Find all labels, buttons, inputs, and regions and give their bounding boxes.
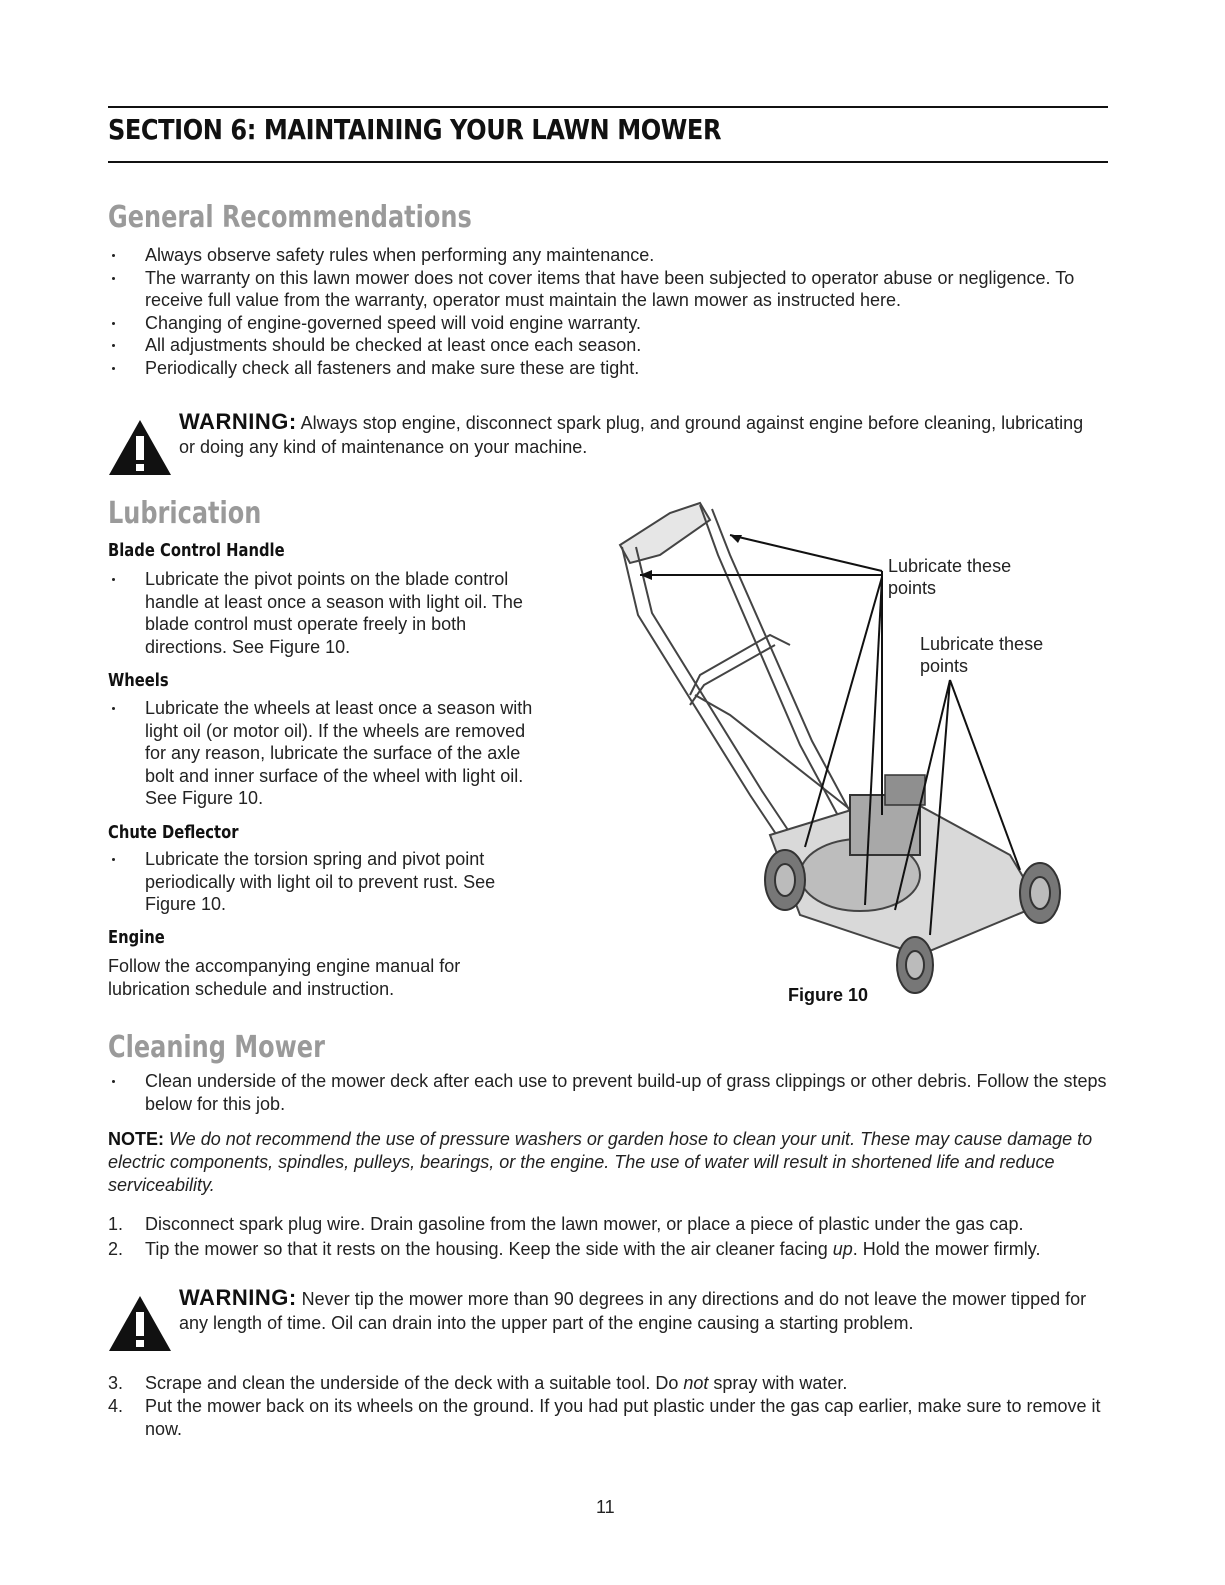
- list-item: Lubricate the pivot points on the blade control handle at least once a season with light oil. The blade control must operate freely in both directions. See Figure 10.: [108, 568, 553, 658]
- general-bullet-list: [108, 244, 1108, 379]
- cleaning-steps-b: [108, 1372, 1108, 1441]
- step-number: 2.: [108, 1239, 124, 1259]
- general-heading: General Recommendations: [108, 200, 472, 235]
- figure-caption: Figure 10: [788, 985, 869, 1005]
- top-rule: [108, 106, 1108, 108]
- title-underline: [108, 161, 1108, 163]
- list-item: Lubricate the wheels at least once a season with light oil (or motor oil). If the wheels are removed for any reason, lubricate the surface of the axle bolt and inner surface of the wheel with light oil. See Figure 10.: [108, 697, 538, 810]
- lubrication-heading: Lubrication: [108, 496, 262, 531]
- blade-control-title: Blade Control Handle: [108, 540, 285, 561]
- warning-label: WARNING:: [179, 1285, 297, 1310]
- step-text: Scrape and clean the underside of the deck with a suitable tool. Do: [145, 1373, 684, 1393]
- list-item: Periodically check all fasteners and make sure these are tight.: [108, 357, 1108, 380]
- callout-label-top: Lubricate these points: [888, 556, 1012, 598]
- step-text-end: spray with water.: [708, 1373, 848, 1393]
- warning-body: Always stop engine, disconnect spark plug, and ground against engine before cleaning, lubricating or doing any kind of maintenance on your machine.: [179, 413, 1084, 457]
- warning-triangle-icon: [108, 418, 172, 476]
- list-item: [108, 1372, 1108, 1395]
- chute-deflector-title: Chute Deflector: [108, 822, 239, 843]
- warning-body: Never tip the mower more than 90 degrees in any directions and do not leave the mower tipped for any length of time. Oil can drain into the upper part of the engine causing a starting problem.: [179, 1289, 1087, 1333]
- lawn-mower-figure: [600, 495, 1120, 1020]
- list-item: Lubricate the torsion spring and pivot point periodically with light oil to prevent rust. See Figure 10.: [108, 848, 538, 916]
- step-text: Disconnect spark plug wire. Drain gasoline from the lawn mower, or place a piece of plastic under the gas cap.: [145, 1214, 1024, 1234]
- warning-block-2: [108, 1286, 1108, 1348]
- engine-text: Follow the accompanying engine manual for lubrication schedule and instruction.: [108, 956, 461, 999]
- list-item: Always observe safety rules when performing any maintenance.: [108, 244, 1108, 267]
- list-item: [108, 1395, 1108, 1441]
- wheels-title: Wheels: [108, 670, 169, 691]
- blade-control-list: [108, 568, 553, 658]
- step-number: 4.: [108, 1396, 124, 1416]
- list-item: Clean underside of the mower deck after each use to prevent build-up of grass clippings or other debris. Follow the steps below for this job.: [108, 1070, 1108, 1115]
- note-block: [108, 1128, 1108, 1197]
- list-item: [108, 1237, 1108, 1262]
- step-text-end: . Hold the mower firmly.: [852, 1239, 1041, 1259]
- page-number: 11: [596, 1497, 615, 1517]
- cleaning-bullet-list: [108, 1070, 1108, 1115]
- chute-list: [108, 848, 538, 916]
- step-emphasis: not: [683, 1373, 709, 1393]
- list-item: [108, 1212, 1108, 1237]
- step-emphasis: up: [832, 1239, 853, 1259]
- section-title: SECTION 6: MAINTAINING YOUR LAWN MOWER: [108, 113, 722, 146]
- warning-text: [179, 410, 1099, 459]
- callout-label-mid: Lubricate these points: [920, 634, 1044, 676]
- cleaning-steps-a: [108, 1212, 1108, 1262]
- engine-title: Engine: [108, 927, 165, 948]
- cleaning-heading: Cleaning Mower: [108, 1030, 325, 1065]
- step-text: Put the mower back on its wheels on the ground. If you had put plastic under the gas cap earlier, make sure to remove it now.: [145, 1396, 1101, 1439]
- note-text: We do not recommend the use of pressure washers or garden hose to clean your unit. These may cause damage to electric components, spindles, pulleys, bearings, or the engine. The use of water will result in shortened life and reduce serviceability.: [108, 1129, 1093, 1195]
- step-number: 1.: [108, 1214, 124, 1234]
- note-label: NOTE:: [108, 1129, 164, 1149]
- step-number: 3.: [108, 1373, 124, 1393]
- warning-block: [108, 410, 1108, 470]
- list-item: The warranty on this lawn mower does not cover items that have been subjected to operator abuse or negligence. To receive full value from the warranty, operator must maintain the lawn mower as instructed here.: [108, 267, 1108, 312]
- wheels-list: [108, 697, 538, 810]
- warning-triangle-icon: [108, 1294, 172, 1352]
- warning-label: WARNING:: [179, 409, 297, 434]
- list-item: All adjustments should be checked at least once each season.: [108, 334, 1108, 357]
- warning-text: [179, 1286, 1099, 1335]
- list-item: Changing of engine-governed speed will void engine warranty.: [108, 312, 1108, 335]
- step-text: Tip the mower so that it rests on the housing. Keep the side with the air cleaner facing: [145, 1239, 833, 1259]
